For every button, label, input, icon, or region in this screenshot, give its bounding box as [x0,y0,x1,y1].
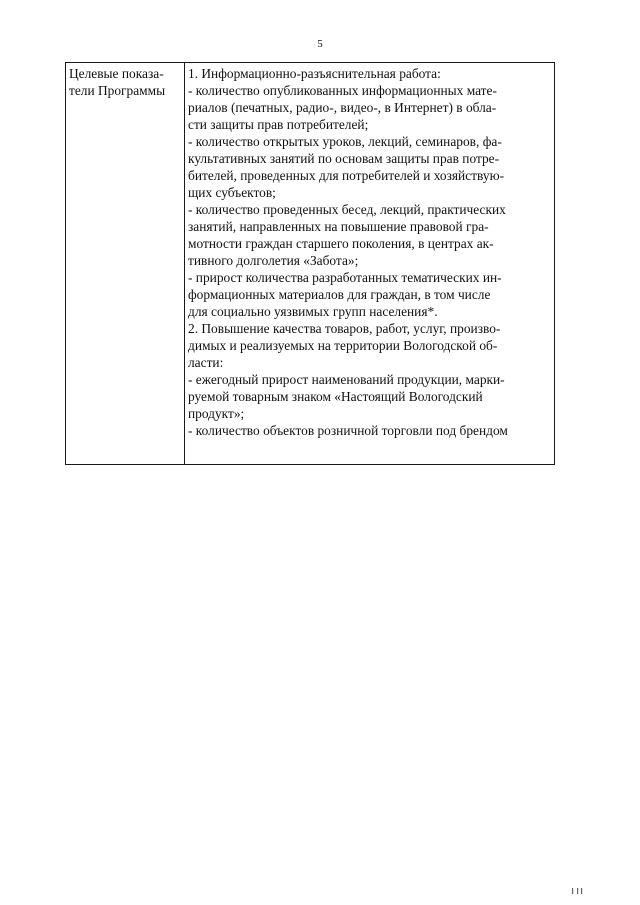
content-line: занятий, направленных на повышение правовой гра- [188,219,489,234]
content-line: - количество открытых уроков, лекций, семинаров, фа- [188,134,502,149]
row-label-line: Целевые показа- [69,66,164,81]
content-line: для социально уязвимых групп населения*. [188,304,438,319]
table-row [66,63,555,465]
content-line: щих субъектов; [188,185,276,200]
row-content-cell [185,63,555,465]
row-label-line: тели Программы [69,83,166,98]
scan-corner-mark [570,883,610,895]
content-line: риалов (печатных, радио-, видео-, в Интернет) в обла- [188,100,497,115]
content-line: - ежегодный прирост наименований продукции, марки- [188,372,505,387]
page-number: 5 [317,38,323,50]
content-line: бителей, проведенных для потребителей и хозяйствую- [188,168,505,183]
content-line: - прирост количества разработанных тематических ин- [188,270,502,285]
content-line: 1. Информационно-разъяснительная работа: [188,66,441,81]
content-line: - количество опубликованных информационных мате- [188,83,497,98]
content-line: продукт»; [188,406,245,421]
content-line: мотности граждан старшего поколения, в центрах ак- [188,236,494,251]
content-line: формационных материалов для граждан, в том числе [188,287,491,302]
content-line: димых и реализуемых на территории Вологодской об- [188,338,498,353]
content-line: ласти: [188,355,224,370]
program-passport-table [65,62,555,465]
content-line: сти защиты прав потребителей; [188,117,369,132]
content-line: тивного долголетия «Забота»; [188,253,359,268]
content-line: культативных занятий по основам защиты прав потре- [188,151,500,166]
content-line: - количество объектов розничной торговли под брендом [188,423,508,438]
content-line: руемой товарным знаком «Настоящий Вологодский [188,389,483,404]
row-label-cell [66,63,185,465]
content-line: 2. Повышение качества товаров, работ, услуг, произво- [188,321,501,336]
content-line: - количество проведенных бесед, лекций, практических [188,202,506,217]
